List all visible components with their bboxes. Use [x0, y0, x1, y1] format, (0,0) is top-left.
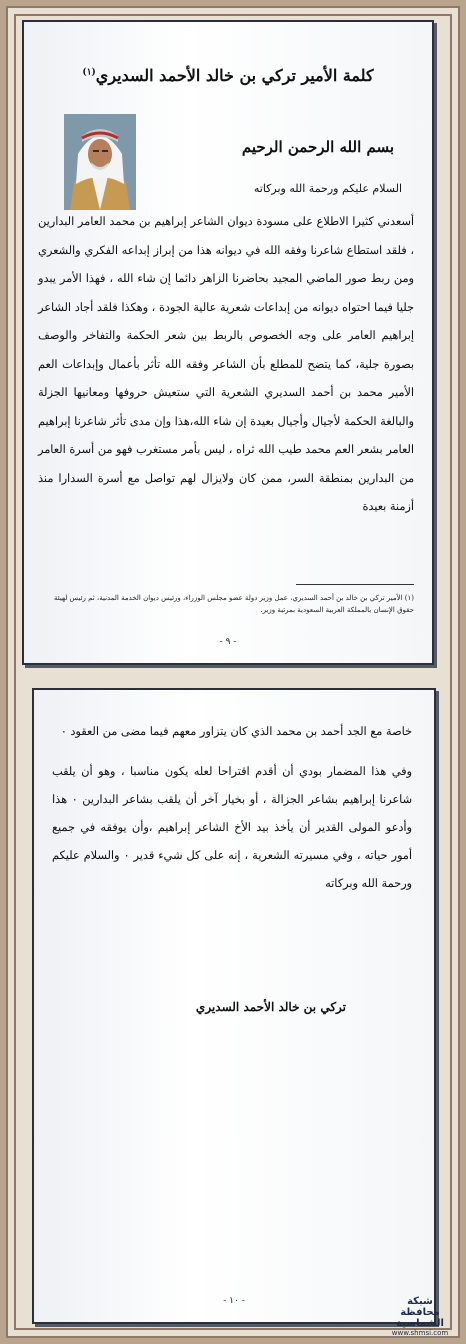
- signature: تركي بن خالد الأحمد السديري: [195, 1000, 346, 1014]
- title-text: كلمة الأمير تركي بن خالد الأحمد السديري: [95, 66, 374, 85]
- page-nine: [22, 20, 434, 665]
- watermark-line-2: محافظة الشماسية: [396, 1307, 444, 1329]
- page-number: - ١٠ -: [223, 1296, 245, 1306]
- page-ten: [32, 688, 436, 1324]
- paragraph-closing: وفي هذا المضمار بودي أن أقدم اقتراحا لعله يكون مناسبا ، وهو أن يلقب شاعرنا إبراهيم بشاعر الجزالة ، أو بخيار آخر أن يلقب بشاعر البدارين ٠ هذا وأدعو المولى القدير أن يأخذ بيد الأخ الشاعر إبراهيم ،وأن يوفقه في جميع أمور حياته ، وفي مسيرته الشعرية ، إنه على كل شيء قدير ٠ والسلام عليكم ورحمة الله وبركاته: [52, 765, 412, 890]
- portrait-photo: [64, 114, 136, 210]
- page-title: [44, 66, 412, 85]
- footnote-divider: [296, 584, 414, 585]
- body-text: أسعدني كثيرا الاطلاع على مسودة ديوان الشاعر إبراهيم بن محمد العامر البدارين ، فلقد استطاع شاعرنا وفقه الله في ديوانه هذا من إبراز إبداعه الفكري والشعري ومن ربط صور الماضي المجيد بحاضرنا الزاهر دائما إن شاء الله ، فهذا الأمر يبدو جليا فيما احتواه ديوانه من إبداعات شعرية عالية الجودة ، وهكذا فلقد أجاد الشاعر إبراهيم العامر على وجه الخصوص بالربط بين شعر الحكمة والتفاخر والوصف بصورة جلية، كما يتضح للمطلع بأن الشاعر وفقه الله تأثر بأعمال وإبداعات العم الأمير محمد بن أحمد السديري الشعرية التي ستعيش حروفها ومعانيها الجزلة والبالغة الحكمة لأجيال وأجيال بعيدة إن شاء الله،هذا وإن مدى تأثر شاعرنا إبراهيم العامر بشعر العم محمد طيب الله ثراه ، ليس بأمر مستغرب فهو من أسرة العامر من البدارين بمنطقة السر، ممن كان ولايزال لهم تواصل مع أسرة السدارا منذ أزمنة بعيدة: [38, 215, 414, 513]
- body-text-continued: [52, 718, 412, 910]
- greeting: السلام عليكم ورحمة الله وبركاته: [253, 182, 402, 195]
- watermark-line-1: شبكة: [407, 1296, 433, 1307]
- site-watermark: [376, 1296, 464, 1336]
- portrait-photo-icon: [64, 114, 136, 210]
- paragraph-continuation: خاصة مع الجد أحمد بن محمد الذي كان يتزاور معهم فيما مضى من العقود ٠: [60, 725, 412, 738]
- watermark-url: www.shmsi.com: [391, 1329, 449, 1337]
- title-footnote-ref: (١): [82, 67, 96, 78]
- basmala: بسم الله الرحمن الرحيم: [241, 138, 394, 156]
- footnote: (١) الأمير تركي بن خالد بن أحمد السديري، عمل وزير دولة عضو مجلس الوزراء، ورئيس ديوان الخدمة المدنية، ثم رئيس لهيئة حقوق الإنسان بالمملكة العربية السعودية بمرتبة وزير.: [54, 594, 414, 614]
- page-number: - ٩ -: [219, 637, 237, 647]
